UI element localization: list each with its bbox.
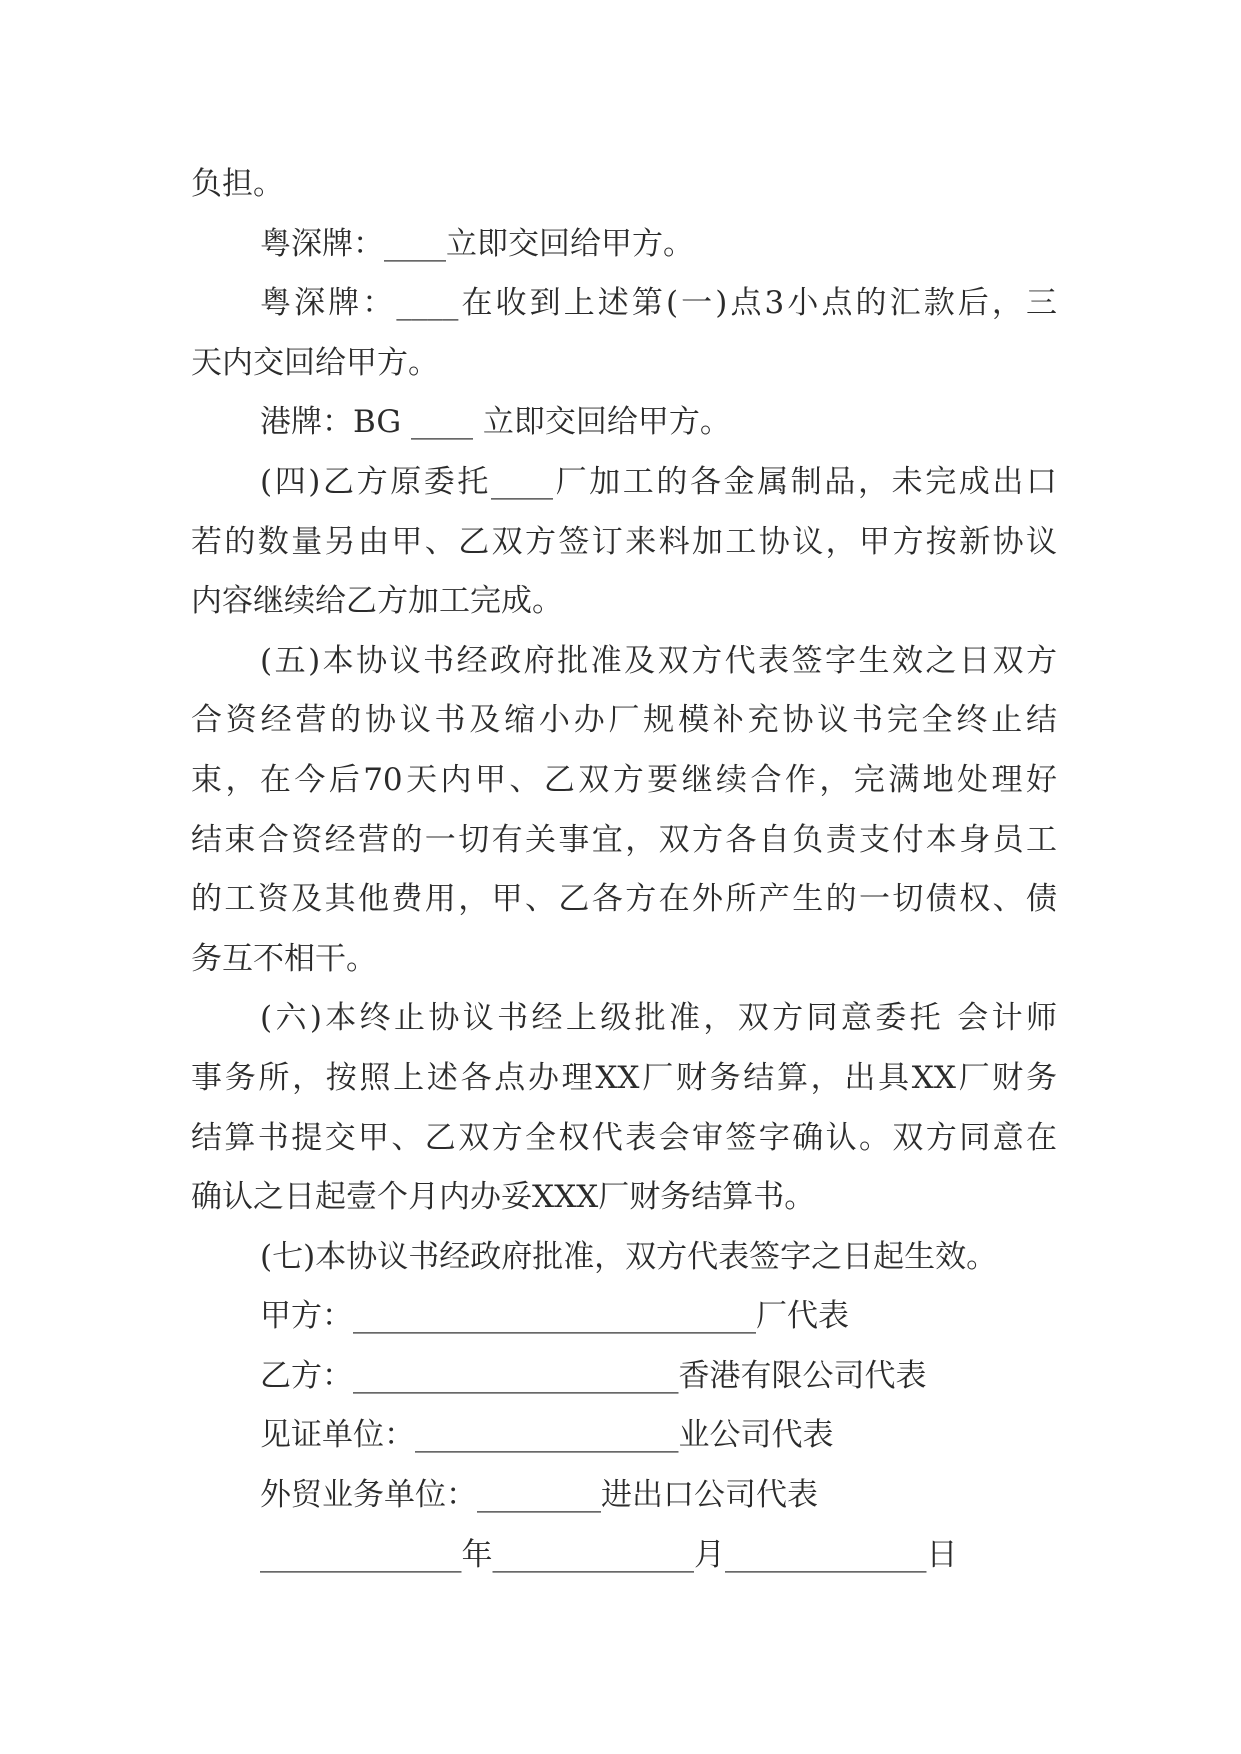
text-line: 内容继续给乙方加工完成。	[191, 583, 563, 620]
text-line: 合资经营的协议书及缩小办厂规模补充协议书完全终止结	[191, 702, 1057, 739]
signature-party-b: 乙方：_____________________香港有限公司代表	[260, 1357, 927, 1394]
text-line: 负担。	[191, 166, 284, 202]
text-line: 天内交回给甲方。	[191, 344, 439, 381]
text-line: (五)本协议书经政府批准及双方代表签字生效之日双方	[260, 642, 1057, 679]
text-line: 确认之日起壹个月内办妥XXX厂财务结算书。	[191, 1179, 816, 1216]
signature-party-a: 甲方：__________________________厂代表	[260, 1298, 849, 1335]
text-line: 粤深牌：____立即交回给甲方。	[260, 225, 694, 262]
text-line: (四)乙方原委托____厂加工的各金属制品，未完成出口	[260, 463, 1057, 500]
signature-witness: 见证单位：_________________业公司代表	[260, 1417, 834, 1454]
text-line: 束，在今后70天内甲、乙双方要继续合作，完满地处理好	[191, 761, 1057, 798]
text-line: 港牌：BG ____ 立即交回给甲方。	[260, 404, 731, 441]
text-line: (七)本协议书经政府批准，双方代表签字之日起生效。	[260, 1238, 998, 1275]
text-line: 事务所，按照上述各点办理XX厂财务结算，出具XX厂财务	[191, 1059, 1057, 1096]
text-line: 结束合资经营的一切有关事宜，双方各自负责支付本身员工	[191, 821, 1057, 858]
text-line: 的工资及其他费用，甲、乙各方在外所产生的一切债权、债	[191, 881, 1057, 918]
date-line: _____________年_____________月_____________日	[260, 1536, 958, 1573]
text-line: 结算书提交甲、乙双方全权代表会审签字确认。双方同意在	[191, 1119, 1057, 1156]
text-line: (六)本终止协议书经上级批准，双方同意委托 会计师	[260, 1000, 1057, 1037]
text-line: 粤深牌：____在收到上述第(一)点3小点的汇款后，三	[260, 285, 1057, 322]
text-line: 若的数量另由甲、乙双方签订来料加工协议，甲方按新协议	[191, 523, 1057, 560]
signature-foreign-trade: 外贸业务单位：________进出口公司代表	[260, 1477, 818, 1514]
text-line: 务互不相干。	[191, 940, 377, 977]
document-body	[191, 155, 1057, 1585]
